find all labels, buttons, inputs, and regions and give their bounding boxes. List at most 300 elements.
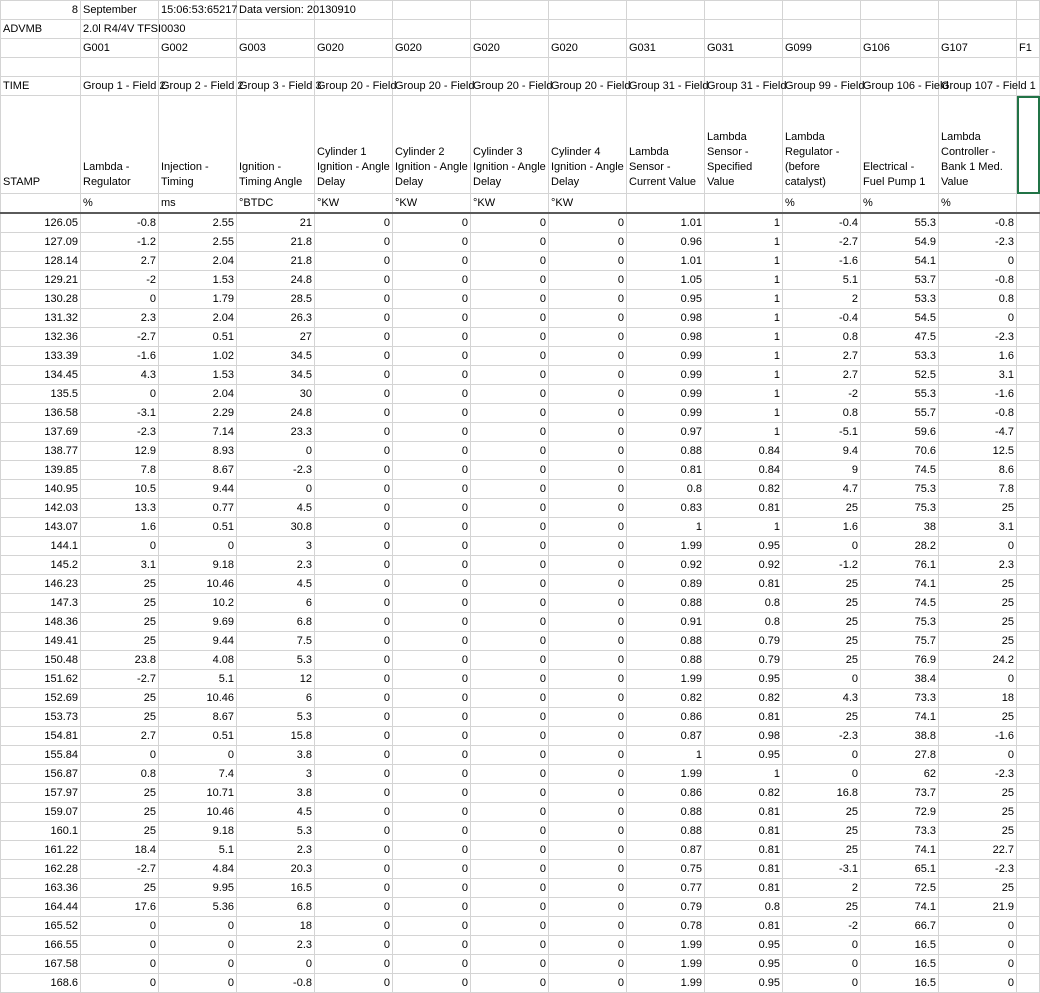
data-cell[interactable]: 1: [705, 518, 783, 537]
data-cell[interactable]: 0.81: [627, 461, 705, 480]
data-cell[interactable]: 30: [237, 385, 315, 404]
data-cell[interactable]: 0: [471, 423, 549, 442]
data-cell[interactable]: 0: [393, 233, 471, 252]
data-cell[interactable]: 0: [315, 366, 393, 385]
data-cell[interactable]: 1.6: [783, 518, 861, 537]
data-cell[interactable]: 76.1: [861, 556, 939, 575]
data-cell[interactable]: 25: [81, 613, 159, 632]
data-cell[interactable]: 0: [315, 271, 393, 290]
data-cell[interactable]: 0: [315, 632, 393, 651]
data-cell[interactable]: 0: [393, 480, 471, 499]
data-cell[interactable]: 0: [471, 803, 549, 822]
data-cell[interactable]: 0: [315, 689, 393, 708]
cell[interactable]: [1017, 309, 1040, 328]
data-cell[interactable]: 74.1: [861, 898, 939, 917]
data-cell[interactable]: 0: [471, 746, 549, 765]
data-cell[interactable]: 0.75: [627, 860, 705, 879]
group-id-cell[interactable]: G031: [705, 39, 783, 58]
cell[interactable]: [159, 58, 237, 77]
cell[interactable]: [1017, 727, 1040, 746]
data-cell[interactable]: 75.3: [861, 480, 939, 499]
data-cell[interactable]: 0.8: [783, 404, 861, 423]
data-cell[interactable]: 2.3: [81, 309, 159, 328]
data-cell[interactable]: 0: [315, 575, 393, 594]
cell[interactable]: 15:06:53:65217: [159, 1, 237, 20]
data-cell[interactable]: -5.1: [783, 423, 861, 442]
data-cell[interactable]: 0: [315, 955, 393, 974]
data-cell[interactable]: 0: [939, 309, 1017, 328]
data-cell[interactable]: 4.7: [783, 480, 861, 499]
data-cell[interactable]: 0: [471, 727, 549, 746]
cell[interactable]: [315, 58, 393, 77]
data-cell[interactable]: -1.6: [939, 727, 1017, 746]
data-cell[interactable]: 25: [783, 822, 861, 841]
data-cell[interactable]: -2.7: [81, 328, 159, 347]
field-label-cell[interactable]: Group 31 - Field: [705, 77, 783, 96]
data-cell[interactable]: 0: [159, 917, 237, 936]
data-cell[interactable]: 0: [939, 746, 1017, 765]
data-cell[interactable]: 147.3: [1, 594, 81, 613]
data-cell[interactable]: 23.8: [81, 651, 159, 670]
data-cell[interactable]: 0: [315, 974, 393, 993]
data-cell[interactable]: 0.81: [705, 499, 783, 518]
data-cell[interactable]: 0: [393, 613, 471, 632]
data-cell[interactable]: -2.7: [783, 233, 861, 252]
cell[interactable]: [1017, 20, 1040, 39]
data-cell[interactable]: 0: [315, 613, 393, 632]
data-cell[interactable]: 25: [783, 898, 861, 917]
data-cell[interactable]: 126.05: [1, 213, 81, 233]
data-cell[interactable]: 0.82: [627, 689, 705, 708]
data-cell[interactable]: 0.51: [159, 727, 237, 746]
data-cell[interactable]: 53.3: [861, 347, 939, 366]
data-cell[interactable]: 0.79: [705, 632, 783, 651]
data-cell[interactable]: 52.5: [861, 366, 939, 385]
data-cell[interactable]: 0: [159, 936, 237, 955]
data-cell[interactable]: 0: [783, 746, 861, 765]
data-cell[interactable]: 16.5: [861, 936, 939, 955]
data-cell[interactable]: 1.01: [627, 252, 705, 271]
field-label-cell[interactable]: Group 99 - Field: [783, 77, 861, 96]
data-cell[interactable]: 25: [939, 613, 1017, 632]
data-cell[interactable]: 135.5: [1, 385, 81, 404]
data-cell[interactable]: 25: [783, 575, 861, 594]
data-cell[interactable]: 1: [627, 746, 705, 765]
data-cell[interactable]: 76.9: [861, 651, 939, 670]
data-cell[interactable]: 65.1: [861, 860, 939, 879]
data-cell[interactable]: 1: [627, 518, 705, 537]
group-id-cell[interactable]: G107: [939, 39, 1017, 58]
cell[interactable]: [1017, 974, 1040, 993]
unit-cell[interactable]: [627, 194, 705, 214]
data-cell[interactable]: 5.1: [159, 841, 237, 860]
data-cell[interactable]: 0.98: [705, 727, 783, 746]
data-cell[interactable]: 0.81: [705, 860, 783, 879]
data-cell[interactable]: 1: [705, 385, 783, 404]
data-cell[interactable]: 0.8: [783, 328, 861, 347]
data-cell[interactable]: 0: [471, 860, 549, 879]
data-cell[interactable]: 38: [861, 518, 939, 537]
cell[interactable]: [1017, 58, 1040, 77]
data-cell[interactable]: 2.7: [81, 252, 159, 271]
data-cell[interactable]: 145.2: [1, 556, 81, 575]
group-id-cell[interactable]: G020: [393, 39, 471, 58]
data-cell[interactable]: 1.99: [627, 936, 705, 955]
data-cell[interactable]: 0: [81, 537, 159, 556]
data-cell[interactable]: 0.88: [627, 651, 705, 670]
data-cell[interactable]: 0: [315, 879, 393, 898]
data-cell[interactable]: -1.6: [783, 252, 861, 271]
data-cell[interactable]: 0: [81, 917, 159, 936]
data-cell[interactable]: 0: [549, 879, 627, 898]
data-cell[interactable]: 142.03: [1, 499, 81, 518]
data-cell[interactable]: 1.53: [159, 366, 237, 385]
data-cell[interactable]: 0: [783, 765, 861, 784]
data-cell[interactable]: 6.8: [237, 898, 315, 917]
group-id-cell[interactable]: G001: [81, 39, 159, 58]
data-cell[interactable]: 74.1: [861, 841, 939, 860]
data-cell[interactable]: 2.7: [783, 366, 861, 385]
data-cell[interactable]: 5.3: [237, 651, 315, 670]
data-cell[interactable]: 0.82: [705, 480, 783, 499]
cell[interactable]: [783, 20, 861, 39]
data-cell[interactable]: 0: [315, 537, 393, 556]
data-cell[interactable]: 0: [159, 955, 237, 974]
cell[interactable]: [1, 194, 81, 214]
data-cell[interactable]: 0.95: [705, 955, 783, 974]
unit-cell[interactable]: %: [861, 194, 939, 214]
cell[interactable]: [393, 58, 471, 77]
data-cell[interactable]: 132.36: [1, 328, 81, 347]
data-cell[interactable]: 0: [549, 556, 627, 575]
data-cell[interactable]: 10.46: [159, 689, 237, 708]
data-cell[interactable]: 0: [471, 252, 549, 271]
data-cell[interactable]: 0: [549, 537, 627, 556]
data-cell[interactable]: -3.1: [81, 404, 159, 423]
data-cell[interactable]: 38.4: [861, 670, 939, 689]
data-cell[interactable]: 136.58: [1, 404, 81, 423]
data-cell[interactable]: 0: [393, 423, 471, 442]
cell[interactable]: [1017, 385, 1040, 404]
data-cell[interactable]: 0: [549, 575, 627, 594]
data-cell[interactable]: 10.46: [159, 803, 237, 822]
data-cell[interactable]: 162.28: [1, 860, 81, 879]
data-cell[interactable]: 1.99: [627, 765, 705, 784]
cell[interactable]: [939, 1, 1017, 20]
data-cell[interactable]: 0.84: [705, 442, 783, 461]
data-cell[interactable]: 137.69: [1, 423, 81, 442]
data-cell[interactable]: 157.97: [1, 784, 81, 803]
data-cell[interactable]: 160.1: [1, 822, 81, 841]
data-cell[interactable]: 26.3: [237, 309, 315, 328]
data-cell[interactable]: 149.41: [1, 632, 81, 651]
data-cell[interactable]: 0: [939, 955, 1017, 974]
data-cell[interactable]: 0: [393, 651, 471, 670]
field-label-cell[interactable]: Group 31 - Field: [627, 77, 705, 96]
cell[interactable]: [471, 58, 549, 77]
data-cell[interactable]: 0: [471, 518, 549, 537]
data-cell[interactable]: 74.1: [861, 708, 939, 727]
data-cell[interactable]: 1: [705, 271, 783, 290]
data-cell[interactable]: 0: [81, 290, 159, 309]
cell[interactable]: [1017, 765, 1040, 784]
data-cell[interactable]: 0: [549, 898, 627, 917]
cell[interactable]: [1017, 556, 1040, 575]
data-cell[interactable]: 0: [159, 974, 237, 993]
data-cell[interactable]: 27.8: [861, 746, 939, 765]
cell[interactable]: [1017, 651, 1040, 670]
data-cell[interactable]: 0.81: [705, 708, 783, 727]
data-cell[interactable]: 0: [315, 499, 393, 518]
unit-cell[interactable]: %: [939, 194, 1017, 214]
unit-cell[interactable]: ms: [159, 194, 237, 214]
data-cell[interactable]: 0: [549, 213, 627, 233]
column-name-cell[interactable]: Cylinder 3 Ignition - Angle Delay: [471, 96, 549, 194]
data-cell[interactable]: 152.69: [1, 689, 81, 708]
unit-cell[interactable]: [705, 194, 783, 214]
data-cell[interactable]: 0: [471, 461, 549, 480]
data-cell[interactable]: 0: [393, 499, 471, 518]
data-cell[interactable]: 0: [393, 518, 471, 537]
data-cell[interactable]: 0: [315, 423, 393, 442]
column-name-cell[interactable]: Electrical - Fuel Pump 1: [861, 96, 939, 194]
group-id-cell[interactable]: G106: [861, 39, 939, 58]
data-cell[interactable]: -1.6: [939, 385, 1017, 404]
stamp-label[interactable]: STAMP: [1, 96, 81, 194]
cell[interactable]: [1017, 860, 1040, 879]
data-cell[interactable]: 75.3: [861, 499, 939, 518]
cell[interactable]: [1017, 898, 1040, 917]
cell[interactable]: [1017, 955, 1040, 974]
data-cell[interactable]: 54.9: [861, 233, 939, 252]
data-cell[interactable]: 168.6: [1, 974, 81, 993]
cell[interactable]: [1017, 594, 1040, 613]
data-cell[interactable]: 0: [471, 613, 549, 632]
data-cell[interactable]: 0: [237, 480, 315, 499]
data-cell[interactable]: 2.3: [939, 556, 1017, 575]
cell[interactable]: [1017, 233, 1040, 252]
data-cell[interactable]: 0: [549, 841, 627, 860]
data-cell[interactable]: 0: [939, 537, 1017, 556]
cell[interactable]: [1017, 784, 1040, 803]
data-cell[interactable]: 38.8: [861, 727, 939, 746]
data-cell[interactable]: 1.6: [81, 518, 159, 537]
cell[interactable]: [1017, 537, 1040, 556]
data-cell[interactable]: 1: [705, 252, 783, 271]
data-cell[interactable]: 0: [549, 955, 627, 974]
data-cell[interactable]: 0: [549, 974, 627, 993]
data-cell[interactable]: 0: [315, 841, 393, 860]
unit-cell[interactable]: °KW: [393, 194, 471, 214]
data-cell[interactable]: 0.92: [627, 556, 705, 575]
data-cell[interactable]: 0: [393, 366, 471, 385]
cell[interactable]: Data version: 20130910: [237, 1, 315, 20]
data-cell[interactable]: 0: [393, 594, 471, 613]
data-cell[interactable]: 4.3: [81, 366, 159, 385]
data-cell[interactable]: 0: [471, 632, 549, 651]
column-name-cell[interactable]: Lambda - Regulator: [81, 96, 159, 194]
data-cell[interactable]: -2: [783, 917, 861, 936]
data-cell[interactable]: 0: [549, 651, 627, 670]
cell[interactable]: [1017, 499, 1040, 518]
data-cell[interactable]: 0: [471, 784, 549, 803]
cell[interactable]: [1017, 423, 1040, 442]
data-cell[interactable]: 2.29: [159, 404, 237, 423]
data-cell[interactable]: 159.07: [1, 803, 81, 822]
data-cell[interactable]: 0: [315, 347, 393, 366]
data-cell[interactable]: 0: [549, 822, 627, 841]
data-cell[interactable]: 0.95: [705, 974, 783, 993]
group-id-cell[interactable]: G020: [471, 39, 549, 58]
column-name-cell[interactable]: Lambda Regulator - (before catalyst): [783, 96, 861, 194]
column-name-cell[interactable]: Injection - Timing: [159, 96, 237, 194]
data-cell[interactable]: 0: [393, 708, 471, 727]
data-cell[interactable]: 0: [315, 765, 393, 784]
data-cell[interactable]: 10.46: [159, 575, 237, 594]
data-cell[interactable]: 25: [783, 708, 861, 727]
data-cell[interactable]: 6: [237, 594, 315, 613]
data-cell[interactable]: 16.5: [861, 974, 939, 993]
data-cell[interactable]: -1.2: [81, 233, 159, 252]
data-cell[interactable]: 9.4: [783, 442, 861, 461]
data-cell[interactable]: 21.8: [237, 233, 315, 252]
data-cell[interactable]: 9.69: [159, 613, 237, 632]
data-cell[interactable]: 0.8: [939, 290, 1017, 309]
cell[interactable]: 8: [1, 1, 81, 20]
data-cell[interactable]: -4.7: [939, 423, 1017, 442]
data-cell[interactable]: 0.81: [705, 917, 783, 936]
data-cell[interactable]: 0: [549, 518, 627, 537]
data-cell[interactable]: 0.87: [627, 841, 705, 860]
column-name-cell[interactable]: Cylinder 4 Ignition - Angle Delay: [549, 96, 627, 194]
cell[interactable]: [861, 1, 939, 20]
data-cell[interactable]: 10.71: [159, 784, 237, 803]
data-cell[interactable]: 0: [159, 746, 237, 765]
data-cell[interactable]: 0: [393, 556, 471, 575]
data-cell[interactable]: 1: [705, 233, 783, 252]
data-cell[interactable]: 0: [315, 233, 393, 252]
data-cell[interactable]: 25: [783, 594, 861, 613]
data-cell[interactable]: 0.96: [627, 233, 705, 252]
data-cell[interactable]: 0: [471, 290, 549, 309]
data-cell[interactable]: -2.3: [939, 233, 1017, 252]
data-cell[interactable]: 0.99: [627, 404, 705, 423]
data-cell[interactable]: 134.45: [1, 366, 81, 385]
data-cell[interactable]: 4.3: [783, 689, 861, 708]
data-cell[interactable]: 0: [783, 974, 861, 993]
data-cell[interactable]: 25: [783, 499, 861, 518]
data-cell[interactable]: 0: [393, 385, 471, 404]
data-cell[interactable]: 55.7: [861, 404, 939, 423]
cell[interactable]: [1017, 442, 1040, 461]
data-cell[interactable]: 164.44: [1, 898, 81, 917]
data-cell[interactable]: 0: [549, 252, 627, 271]
data-cell[interactable]: 154.81: [1, 727, 81, 746]
data-cell[interactable]: 2.55: [159, 213, 237, 233]
unit-cell[interactable]: °KW: [315, 194, 393, 214]
data-cell[interactable]: 1.53: [159, 271, 237, 290]
field-label-cell[interactable]: Group 20 - Field: [549, 77, 627, 96]
field-label-cell[interactable]: Group 1 - Field 2: [81, 77, 159, 96]
data-cell[interactable]: 0: [549, 917, 627, 936]
data-cell[interactable]: 0: [549, 803, 627, 822]
data-cell[interactable]: 16.5: [861, 955, 939, 974]
data-cell[interactable]: 0.87: [627, 727, 705, 746]
data-cell[interactable]: 54.5: [861, 309, 939, 328]
data-cell[interactable]: 4.5: [237, 499, 315, 518]
data-cell[interactable]: 0: [549, 594, 627, 613]
data-cell[interactable]: 72.9: [861, 803, 939, 822]
data-cell[interactable]: 151.62: [1, 670, 81, 689]
data-cell[interactable]: 16.8: [783, 784, 861, 803]
cell[interactable]: [939, 20, 1017, 39]
field-label-cell[interactable]: Group 107 - Field 1: [939, 77, 1017, 96]
data-cell[interactable]: 165.52: [1, 917, 81, 936]
data-cell[interactable]: 18: [939, 689, 1017, 708]
data-cell[interactable]: 1: [705, 404, 783, 423]
data-cell[interactable]: 0.91: [627, 613, 705, 632]
unit-cell[interactable]: %: [81, 194, 159, 214]
cell[interactable]: [1017, 347, 1040, 366]
data-cell[interactable]: 17.6: [81, 898, 159, 917]
data-cell[interactable]: 0: [471, 366, 549, 385]
cell[interactable]: [861, 20, 939, 39]
data-cell[interactable]: 0: [939, 936, 1017, 955]
group-id-cell[interactable]: G003: [237, 39, 315, 58]
data-cell[interactable]: 0: [939, 917, 1017, 936]
data-cell[interactable]: 25: [81, 575, 159, 594]
data-cell[interactable]: 0: [315, 746, 393, 765]
data-cell[interactable]: 0.99: [627, 347, 705, 366]
field-label-cell[interactable]: Group 3 - Field 3: [237, 77, 315, 96]
column-name-cell[interactable]: Ignition - Timing Angle: [237, 96, 315, 194]
data-cell[interactable]: 0: [237, 955, 315, 974]
data-cell[interactable]: -1.6: [81, 347, 159, 366]
cell[interactable]: [783, 1, 861, 20]
data-cell[interactable]: 0: [393, 328, 471, 347]
data-cell[interactable]: 0: [549, 613, 627, 632]
cell[interactable]: [237, 20, 315, 39]
cell[interactable]: [1017, 461, 1040, 480]
data-cell[interactable]: 25: [939, 575, 1017, 594]
data-cell[interactable]: 30.8: [237, 518, 315, 537]
data-cell[interactable]: 25: [939, 879, 1017, 898]
data-cell[interactable]: 0: [315, 670, 393, 689]
data-cell[interactable]: 25: [81, 632, 159, 651]
data-cell[interactable]: 0: [471, 480, 549, 499]
data-cell[interactable]: 0: [471, 651, 549, 670]
data-cell[interactable]: 143.07: [1, 518, 81, 537]
data-cell[interactable]: 0: [81, 936, 159, 955]
data-cell[interactable]: 0: [471, 442, 549, 461]
data-cell[interactable]: 1.99: [627, 670, 705, 689]
cell[interactable]: [81, 58, 159, 77]
data-cell[interactable]: 9.95: [159, 879, 237, 898]
data-cell[interactable]: 0: [471, 347, 549, 366]
data-cell[interactable]: 0: [315, 328, 393, 347]
data-cell[interactable]: 0: [549, 632, 627, 651]
data-cell[interactable]: 0: [549, 689, 627, 708]
data-cell[interactable]: 0: [471, 917, 549, 936]
cell[interactable]: [1017, 404, 1040, 423]
data-cell[interactable]: 0.8: [81, 765, 159, 784]
data-cell[interactable]: 25: [81, 784, 159, 803]
data-cell[interactable]: 25: [939, 784, 1017, 803]
data-cell[interactable]: 0: [393, 841, 471, 860]
data-cell[interactable]: 2.55: [159, 233, 237, 252]
data-cell[interactable]: 0: [393, 898, 471, 917]
data-cell[interactable]: 74.5: [861, 594, 939, 613]
